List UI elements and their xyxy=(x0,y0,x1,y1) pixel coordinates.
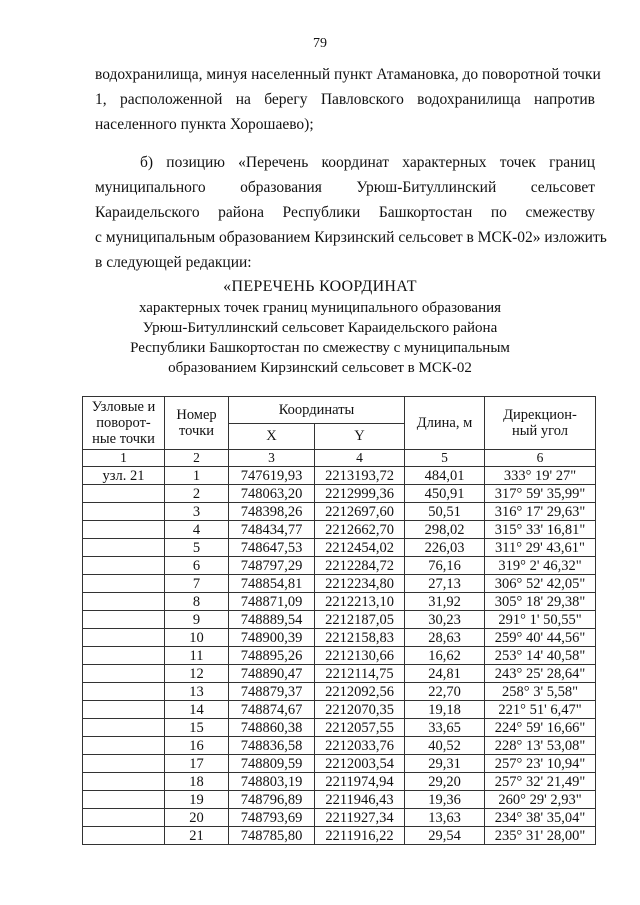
point-number-cell: 10 xyxy=(165,629,229,647)
angle-cell: 260° 29' 2,93" xyxy=(485,791,596,809)
x-cell: 748398,26 xyxy=(229,503,315,521)
heading-title: «ПЕРЕЧЕНЬ КООРДИНАТ xyxy=(223,278,417,295)
y-cell: 2212033,76 xyxy=(315,737,405,755)
table-row xyxy=(83,827,596,845)
point-number-cell: 11 xyxy=(165,647,229,665)
angle-cell: 221° 51' 6,47" xyxy=(485,701,596,719)
x-cell: 748860,38 xyxy=(229,719,315,737)
heading-subtitle-line: Урюш-Битуллинский сельсовет Караидельского района xyxy=(142,320,498,336)
header-text: ный угол xyxy=(512,423,569,439)
angle-cell: 311° 29' 43,61" xyxy=(485,539,596,557)
table-row xyxy=(83,575,596,593)
y-cell: 2212697,60 xyxy=(315,503,405,521)
point-number-cell: 13 xyxy=(165,683,229,701)
header-point-number xyxy=(165,397,229,450)
y-cell: 2212234,80 xyxy=(315,575,405,593)
y-cell: 2211946,43 xyxy=(315,791,405,809)
y-cell: 2212130,66 xyxy=(315,647,405,665)
point-number-cell: 8 xyxy=(165,593,229,611)
x-cell: 748854,81 xyxy=(229,575,315,593)
table-row xyxy=(83,719,596,737)
y-cell: 2212213,10 xyxy=(315,593,405,611)
x-cell: 748890,47 xyxy=(229,665,315,683)
point-number-cell: 12 xyxy=(165,665,229,683)
point-number-cell: 14 xyxy=(165,701,229,719)
node-cell xyxy=(83,791,165,809)
text-line: в следующей редакции: xyxy=(95,254,252,271)
length-cell: 19,36 xyxy=(405,791,485,809)
y-cell: 2212999,36 xyxy=(315,485,405,503)
point-number-cell: 4 xyxy=(165,521,229,539)
x-cell: 748889,54 xyxy=(229,611,315,629)
length-cell: 450,91 xyxy=(405,485,485,503)
length-cell: 27,13 xyxy=(405,575,485,593)
point-number-cell: 3 xyxy=(165,503,229,521)
node-cell xyxy=(83,503,165,521)
length-cell: 484,01 xyxy=(405,467,485,485)
node-cell xyxy=(83,665,165,683)
angle-cell: 315° 33' 16,81" xyxy=(485,521,596,539)
y-cell: 2212057,55 xyxy=(315,719,405,737)
column-index: 4 xyxy=(315,450,405,467)
table-row xyxy=(83,791,596,809)
x-cell: 748895,26 xyxy=(229,647,315,665)
length-cell: 30,23 xyxy=(405,611,485,629)
length-cell: 22,70 xyxy=(405,683,485,701)
angle-cell: 257° 32' 21,49" xyxy=(485,773,596,791)
y-cell: 2212284,72 xyxy=(315,557,405,575)
text-line: муниципального образования Урюш-Битуллинский сельсовет xyxy=(95,179,595,196)
table-row xyxy=(83,647,596,665)
x-cell: 748879,37 xyxy=(229,683,315,701)
angle-cell: 234° 38' 35,04" xyxy=(485,809,596,827)
header-length: Длина, м xyxy=(405,397,485,450)
table-row xyxy=(83,701,596,719)
node-cell xyxy=(83,521,165,539)
heading-subtitle-line: характерных точек границ муниципального образования xyxy=(138,300,502,316)
length-cell: 19,18 xyxy=(405,701,485,719)
column-index: 2 xyxy=(165,450,229,467)
node-cell xyxy=(83,827,165,845)
y-cell: 2212114,75 xyxy=(315,665,405,683)
column-index: 1 xyxy=(83,450,165,467)
heading-subtitle-line: образованием Кирзинский сельсовет в МСК-02 xyxy=(168,360,472,376)
header-x: X xyxy=(229,423,315,450)
y-cell: 2212187,05 xyxy=(315,611,405,629)
text-line: с муниципальным образованием Кирзинский сельсовет в МСК-02» изложить xyxy=(95,229,607,246)
length-cell: 298,02 xyxy=(405,521,485,539)
length-cell: 29,54 xyxy=(405,827,485,845)
node-cell xyxy=(83,647,165,665)
node-cell xyxy=(83,737,165,755)
header-text: точки xyxy=(178,423,215,439)
table-row xyxy=(83,503,596,521)
text-line: Караидельского района Республики Башкортостан по смежеству xyxy=(95,204,595,221)
x-cell: 748793,69 xyxy=(229,809,315,827)
length-cell: 29,31 xyxy=(405,755,485,773)
text-line: б) позицию «Перечень координат характерных точек границ xyxy=(140,154,595,171)
column-index: 6 xyxy=(485,450,596,467)
length-cell: 31,92 xyxy=(405,593,485,611)
x-cell: 748785,80 xyxy=(229,827,315,845)
point-number-cell: 1 xyxy=(165,467,229,485)
table-row xyxy=(83,629,596,647)
y-cell: 2211974,94 xyxy=(315,773,405,791)
point-number-cell: 2 xyxy=(165,485,229,503)
angle-cell: 257° 23' 10,94" xyxy=(485,755,596,773)
coordinates-table xyxy=(82,396,596,845)
angle-cell: 243° 25' 28,64" xyxy=(485,665,596,683)
point-number-cell: 19 xyxy=(165,791,229,809)
node-cell xyxy=(83,701,165,719)
x-cell: 747619,93 xyxy=(229,467,315,485)
point-number-cell: 18 xyxy=(165,773,229,791)
node-cell xyxy=(83,809,165,827)
length-cell: 50,51 xyxy=(405,503,485,521)
page-number: 79 xyxy=(313,36,327,51)
header-coordinates: Координаты xyxy=(229,397,405,424)
point-number-cell: 16 xyxy=(165,737,229,755)
y-cell: 2212454,02 xyxy=(315,539,405,557)
text-line: 1, расположенной на берегу Павловского водохранилища напротив xyxy=(95,91,595,108)
angle-cell: 333° 19' 27" xyxy=(485,467,596,485)
angle-cell: 224° 59' 16,66" xyxy=(485,719,596,737)
table-row xyxy=(83,593,596,611)
table-row xyxy=(83,683,596,701)
y-cell: 2213193,72 xyxy=(315,467,405,485)
point-number-cell: 20 xyxy=(165,809,229,827)
heading-subtitle-line: Республики Башкортостан по смежеству с муниципальным xyxy=(130,340,510,356)
header-text: Дирекцион- xyxy=(503,407,577,423)
table-row xyxy=(83,557,596,575)
y-cell: 2211927,34 xyxy=(315,809,405,827)
header-y: Y xyxy=(315,423,405,450)
angle-cell: 258° 3' 5,58" xyxy=(485,683,596,701)
node-cell xyxy=(83,575,165,593)
length-cell: 226,03 xyxy=(405,539,485,557)
x-cell: 748809,59 xyxy=(229,755,315,773)
node-cell xyxy=(83,629,165,647)
point-number-cell: 7 xyxy=(165,575,229,593)
x-cell: 748900,39 xyxy=(229,629,315,647)
angle-cell: 317° 59' 35,99" xyxy=(485,485,596,503)
point-number-cell: 17 xyxy=(165,755,229,773)
node-cell xyxy=(83,773,165,791)
point-number-cell: 6 xyxy=(165,557,229,575)
point-number-cell: 5 xyxy=(165,539,229,557)
x-cell: 748796,89 xyxy=(229,791,315,809)
table-row xyxy=(83,467,596,485)
point-number-cell: 21 xyxy=(165,827,229,845)
text-line: водохранилища, минуя населенный пункт Атамановка, до поворотной точки xyxy=(95,66,601,83)
node-cell xyxy=(83,539,165,557)
length-cell: 16,62 xyxy=(405,647,485,665)
text-line: населенного пункта Хорошаево); xyxy=(95,116,314,133)
angle-cell: 319° 2' 46,32" xyxy=(485,557,596,575)
angle-cell: 259° 40' 44,56" xyxy=(485,629,596,647)
angle-cell: 253° 14' 40,58" xyxy=(485,647,596,665)
header-text: Номер xyxy=(176,407,217,423)
table-row xyxy=(83,539,596,557)
length-cell: 40,52 xyxy=(405,737,485,755)
length-cell: 13,63 xyxy=(405,809,485,827)
node-cell xyxy=(83,683,165,701)
column-index: 5 xyxy=(405,450,485,467)
column-index-row xyxy=(83,450,596,467)
paragraph-amendment xyxy=(95,150,607,275)
y-cell: 2212003,54 xyxy=(315,755,405,773)
length-cell: 24,81 xyxy=(405,665,485,683)
node-cell xyxy=(83,755,165,773)
header-nodes xyxy=(83,397,165,450)
angle-cell: 235° 31' 28,00" xyxy=(485,827,596,845)
x-cell: 748871,09 xyxy=(229,593,315,611)
x-cell: 748803,19 xyxy=(229,773,315,791)
y-cell: 2212158,83 xyxy=(315,629,405,647)
table-row xyxy=(83,755,596,773)
x-cell: 748063,20 xyxy=(229,485,315,503)
angle-cell: 291° 1' 50,55" xyxy=(485,611,596,629)
table-row xyxy=(83,737,596,755)
node-cell xyxy=(83,557,165,575)
table-row xyxy=(83,611,596,629)
header-text: поворот- xyxy=(96,415,151,431)
angle-cell: 228° 13' 53,08" xyxy=(485,737,596,755)
x-cell: 748434,77 xyxy=(229,521,315,539)
paragraph-continuation xyxy=(95,62,601,137)
angle-cell: 306° 52' 42,05" xyxy=(485,575,596,593)
header-text: ные точки xyxy=(92,431,155,447)
x-cell: 748797,29 xyxy=(229,557,315,575)
node-cell xyxy=(83,485,165,503)
node-cell xyxy=(83,719,165,737)
table-heading xyxy=(0,276,640,378)
header-direction-angle xyxy=(485,397,596,450)
table-row xyxy=(83,521,596,539)
table-row xyxy=(83,665,596,683)
x-cell: 748836,58 xyxy=(229,737,315,755)
y-cell: 2212070,35 xyxy=(315,701,405,719)
table-row xyxy=(83,809,596,827)
length-cell: 28,63 xyxy=(405,629,485,647)
table-row xyxy=(83,485,596,503)
point-number-cell: 9 xyxy=(165,611,229,629)
length-cell: 33,65 xyxy=(405,719,485,737)
x-cell: 748874,67 xyxy=(229,701,315,719)
point-number-cell: 15 xyxy=(165,719,229,737)
node-cell xyxy=(83,593,165,611)
y-cell: 2212662,70 xyxy=(315,521,405,539)
y-cell: 2212092,56 xyxy=(315,683,405,701)
length-cell: 29,20 xyxy=(405,773,485,791)
table-row xyxy=(83,773,596,791)
column-index: 3 xyxy=(229,450,315,467)
coordinates-table-body xyxy=(83,467,596,845)
length-cell: 76,16 xyxy=(405,557,485,575)
node-cell xyxy=(83,611,165,629)
node-cell: узл. 21 xyxy=(83,467,165,485)
angle-cell: 305° 18' 29,38" xyxy=(485,593,596,611)
header-text: Узловые и xyxy=(91,399,156,415)
angle-cell: 316° 17' 29,63" xyxy=(485,503,596,521)
y-cell: 2211916,22 xyxy=(315,827,405,845)
x-cell: 748647,53 xyxy=(229,539,315,557)
